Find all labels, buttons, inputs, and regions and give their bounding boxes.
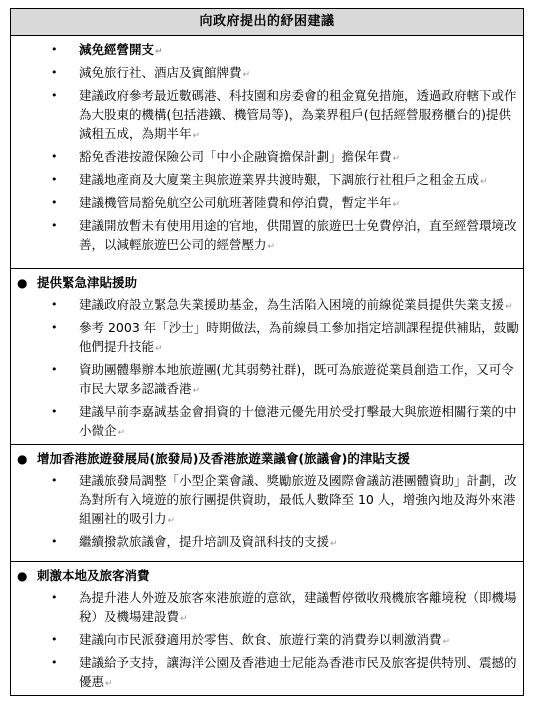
paragraph-mark-icon: ↵	[505, 302, 513, 312]
bullet-icon: •	[51, 298, 58, 311]
list-item-text: 建議給予支持，讓海洋公園及香港迪士尼能為香港市民及旅客提供特別、震撼的優惠↵	[79, 655, 517, 689]
section-2-list	[11, 295, 523, 443]
bullet-icon: •	[51, 196, 58, 209]
bullet-icon: •	[51, 535, 58, 548]
list-item	[51, 147, 523, 169]
paragraph-mark-icon: ↵	[155, 344, 163, 354]
section-bullet-icon: ●	[17, 276, 28, 290]
paragraph-mark-icon: ↵	[180, 614, 188, 624]
bullet-icon: •	[51, 321, 58, 334]
paragraph-mark-icon: ↵	[192, 386, 201, 396]
list-item	[51, 360, 523, 401]
paragraph-mark-icon: ↵	[192, 131, 201, 141]
section-emergency-subsidy	[11, 269, 524, 445]
list-item-text: 資助團體舉辦本地旅遊團(尤其弱勢社群)，既可為旅遊從業員創造工作，又可令市民大眾多認識香港↵	[79, 362, 514, 396]
bullet-icon: •	[51, 219, 58, 232]
bullet-icon: •	[51, 474, 58, 487]
paragraph-mark-icon: ↵	[480, 177, 488, 187]
list-item-text: 建議早前李嘉誠基金會捐資的十億港元優先用於受打擊最大與旅遊相關行業的中小微企↵	[79, 404, 517, 438]
list-item-text: 建議開放暫未有使用用途的官地，供閒置的旅遊巴士免費停泊，直至經營環境改善，以減輕旅遊巴公司的經營壓力↵	[79, 218, 517, 252]
list-item-text: 減免經營開支↵	[79, 42, 163, 57]
paragraph-mark-icon: ↵	[105, 679, 113, 689]
section-1-list	[11, 40, 523, 257]
section-operating-costs	[11, 36, 524, 269]
list-item-text: 建議機管局豁免航空公司航班著陸費和停泊費，暫定半年↵	[79, 195, 401, 210]
list-item	[51, 471, 523, 531]
list-item-text: 建議地產商及大廈業主與旅遊業界共渡時艱，下調旅行社租戶之租金五成↵	[79, 172, 488, 187]
bullet-icon: •	[51, 150, 58, 163]
list-item-text: 建議向市民派發適用於零售、飲食、旅遊行業的消費券以刺激消費↵	[79, 632, 451, 647]
bullet-icon: •	[51, 591, 58, 604]
list-item-text: 豁免香港按證保險公司「中小企融資擔保計劃」擔保年費↵	[79, 149, 401, 164]
paragraph-mark-icon: ↵	[392, 154, 401, 164]
list-item	[51, 170, 523, 192]
list-item-text: 參考 2003 年「沙士」時期做法，為前線員工參加指定培訓課程提供補貼，鼓勵他們提升技能↵	[79, 320, 519, 354]
bullet-icon: •	[51, 89, 58, 102]
section-heading	[11, 566, 523, 586]
section-4-list	[11, 588, 523, 694]
paragraph-mark-icon: ↵	[167, 516, 176, 526]
list-item	[51, 318, 523, 359]
section-stimulate-consumption	[11, 562, 524, 696]
section-bullet-icon: ●	[17, 569, 28, 583]
bullet-icon: •	[51, 633, 58, 646]
list-item	[51, 63, 523, 85]
paragraph-mark-icon: ↵	[155, 47, 163, 57]
list-item	[51, 193, 523, 215]
list-item-text: 建議旅發局調整「小型企業會議、獎勵旅遊及國際會議訪港團體資助」計劃，改為對所有入境遊的旅行團提供資助，最低人數降至 10 人，增強內地及海外來港組團社的吸引力↵	[79, 473, 517, 526]
paragraph-mark-icon: ↵	[267, 242, 276, 252]
section-heading	[11, 273, 523, 293]
list-item-text: 建議政府參考最近數碼港、科技園和房委會的租金寬免措施，透過政府轄下或作為大股東的機構(包括港鐵、機管局等)，為業界租戶(包括經營服務櫃台的)提供減租五成，為期半年↵	[79, 88, 517, 141]
paragraph-mark-icon: ↵	[242, 70, 251, 80]
list-item-text: 繼續撥款旅議會，提升培訓及資訊科技的支援↵	[79, 534, 338, 549]
list-item-text: 為提升港人外遊及旅客來港旅遊的意欲，建議暫停徵收飛機旅客離境稅（即機場稅）及機場建設費↵	[79, 590, 517, 624]
bullet-icon: •	[51, 43, 58, 56]
list-item	[51, 653, 523, 694]
list-item-text: 減免旅行社、酒店及賓館牌費↵	[79, 65, 251, 80]
list-item	[51, 86, 523, 146]
list-item	[51, 588, 523, 629]
section-3-heading: 增加香港旅遊發展局(旅發局)及香港旅遊業議會(旅議會)的津貼支援	[37, 451, 410, 466]
list-item	[51, 216, 523, 257]
list-item	[51, 630, 523, 652]
bullet-icon: •	[51, 656, 58, 669]
bullet-icon: •	[51, 173, 58, 186]
section-2-heading: 提供緊急津貼援助	[37, 275, 138, 290]
bullet-icon: •	[51, 66, 58, 79]
bullet-icon: •	[51, 363, 58, 376]
table-title: 向政府提出的紓困建議	[11, 9, 524, 36]
section-3-list	[11, 471, 523, 554]
bullet-icon: •	[51, 405, 58, 418]
list-item-text: 建議政府設立緊急失業援助基金，為生活陷入困境的前線從業員提供失業支援↵	[79, 297, 513, 312]
list-item	[51, 40, 523, 62]
paragraph-mark-icon: ↵	[330, 539, 338, 549]
section-tourism-board-subsidy	[11, 445, 524, 562]
section-heading	[11, 449, 523, 469]
list-item	[51, 295, 523, 317]
list-item	[51, 402, 523, 443]
paragraph-mark-icon: ↵	[392, 200, 401, 210]
paragraph-mark-icon: ↵	[117, 428, 126, 438]
paragraph-mark-icon: ↵	[442, 637, 451, 647]
relief-proposals-table	[10, 8, 524, 696]
list-item	[51, 532, 523, 554]
section-bullet-icon: ●	[17, 452, 28, 466]
section-4-heading: 刺激本地及旅客消費	[37, 568, 150, 583]
